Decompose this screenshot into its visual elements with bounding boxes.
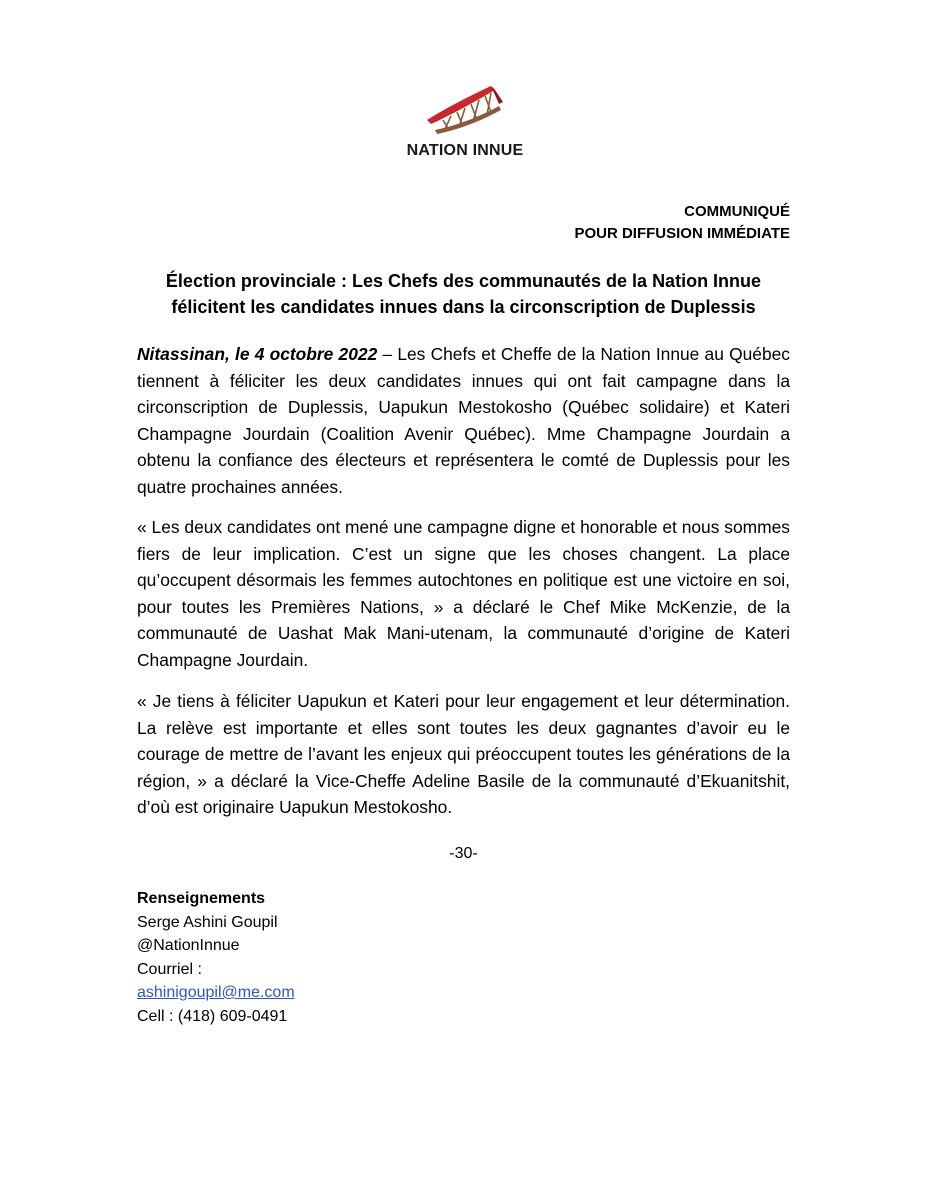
- paragraph-2: « Les deux candidates ont mené une campagne digne et honorable et nous sommes fiers de leur implication. C’est un signe que les choses changent. La place qu’occupent désormais les femmes autochtones en politique est une victoire en soi, pour toutes les Premières Nations, » a déclaré le Chef Mike McKenzie, de la communauté de Uashat Mak Mani-utenam, la communauté d’origine de Kateri Champagne Jourdain.: [137, 517, 790, 670]
- email-link[interactable]: ashinigoupil@me.com: [137, 984, 295, 1001]
- email-label: Courriel :: [137, 960, 202, 978]
- contact-name: Serge Ashini Goupil: [137, 913, 278, 931]
- contact-phone: Cell : (418) 609-0491: [137, 1007, 288, 1025]
- headline: [137, 268, 790, 320]
- contact-handle: @NationInnue: [137, 937, 240, 954]
- logo-wordmark: NATION INNUE: [406, 142, 524, 159]
- paragraph-1-text: – Les Chefs et Cheffe de la Nation Innue au Québec tiennent à féliciter les deux candidates innues qui ont fait campagne dans la circonscription de Duplessis, Uapukun Mestokosho (Québec solidaire) et Kateri Champagne Jourdain (Coalition Avenir Québec). Mme Champagne Jourdain a obtenu la confiance des électeurs et représentera le comté de Duplessis pour les quatre prochaines années.: [137, 344, 791, 497]
- contact-title: Renseignements: [137, 890, 266, 907]
- end-mark: -30-: [449, 845, 478, 862]
- diffusion-label: POUR DIFFUSION IMMÉDIATE: [574, 225, 790, 242]
- headline-line-1: Élection provinciale : Les Chefs des communautés de la Nation Innue: [165, 271, 762, 291]
- release-type: [574, 201, 790, 245]
- canoe-logo-icon: [421, 80, 509, 140]
- dateline: Nitassinan, le 4 octobre 2022: [137, 344, 378, 364]
- nation-innue-logo: [395, 80, 535, 160]
- headline-line-2: félicitent les candidates innues dans la circonscription de Duplessis: [171, 297, 756, 317]
- contact-email-line: [137, 958, 295, 1005]
- contact-block: [137, 887, 295, 1028]
- paragraph-3: « Je tiens à féliciter Uapukun et Kateri pour leur engagement et leur détermination. La relève est importante et elles sont toutes les deux gagnantes d’avoir eu le courage de mettre de l’avant les enjeux qui préoccupent toutes les générations de la région, » a déclaré la Vice-Cheffe Adeline Basile de la communauté d’Ekuanitshit, d’où est originaire Uapukun Mestokosho.: [137, 691, 790, 817]
- communique-label: COMMUNIQUÉ: [684, 203, 790, 220]
- paragraph-1: [137, 341, 790, 500]
